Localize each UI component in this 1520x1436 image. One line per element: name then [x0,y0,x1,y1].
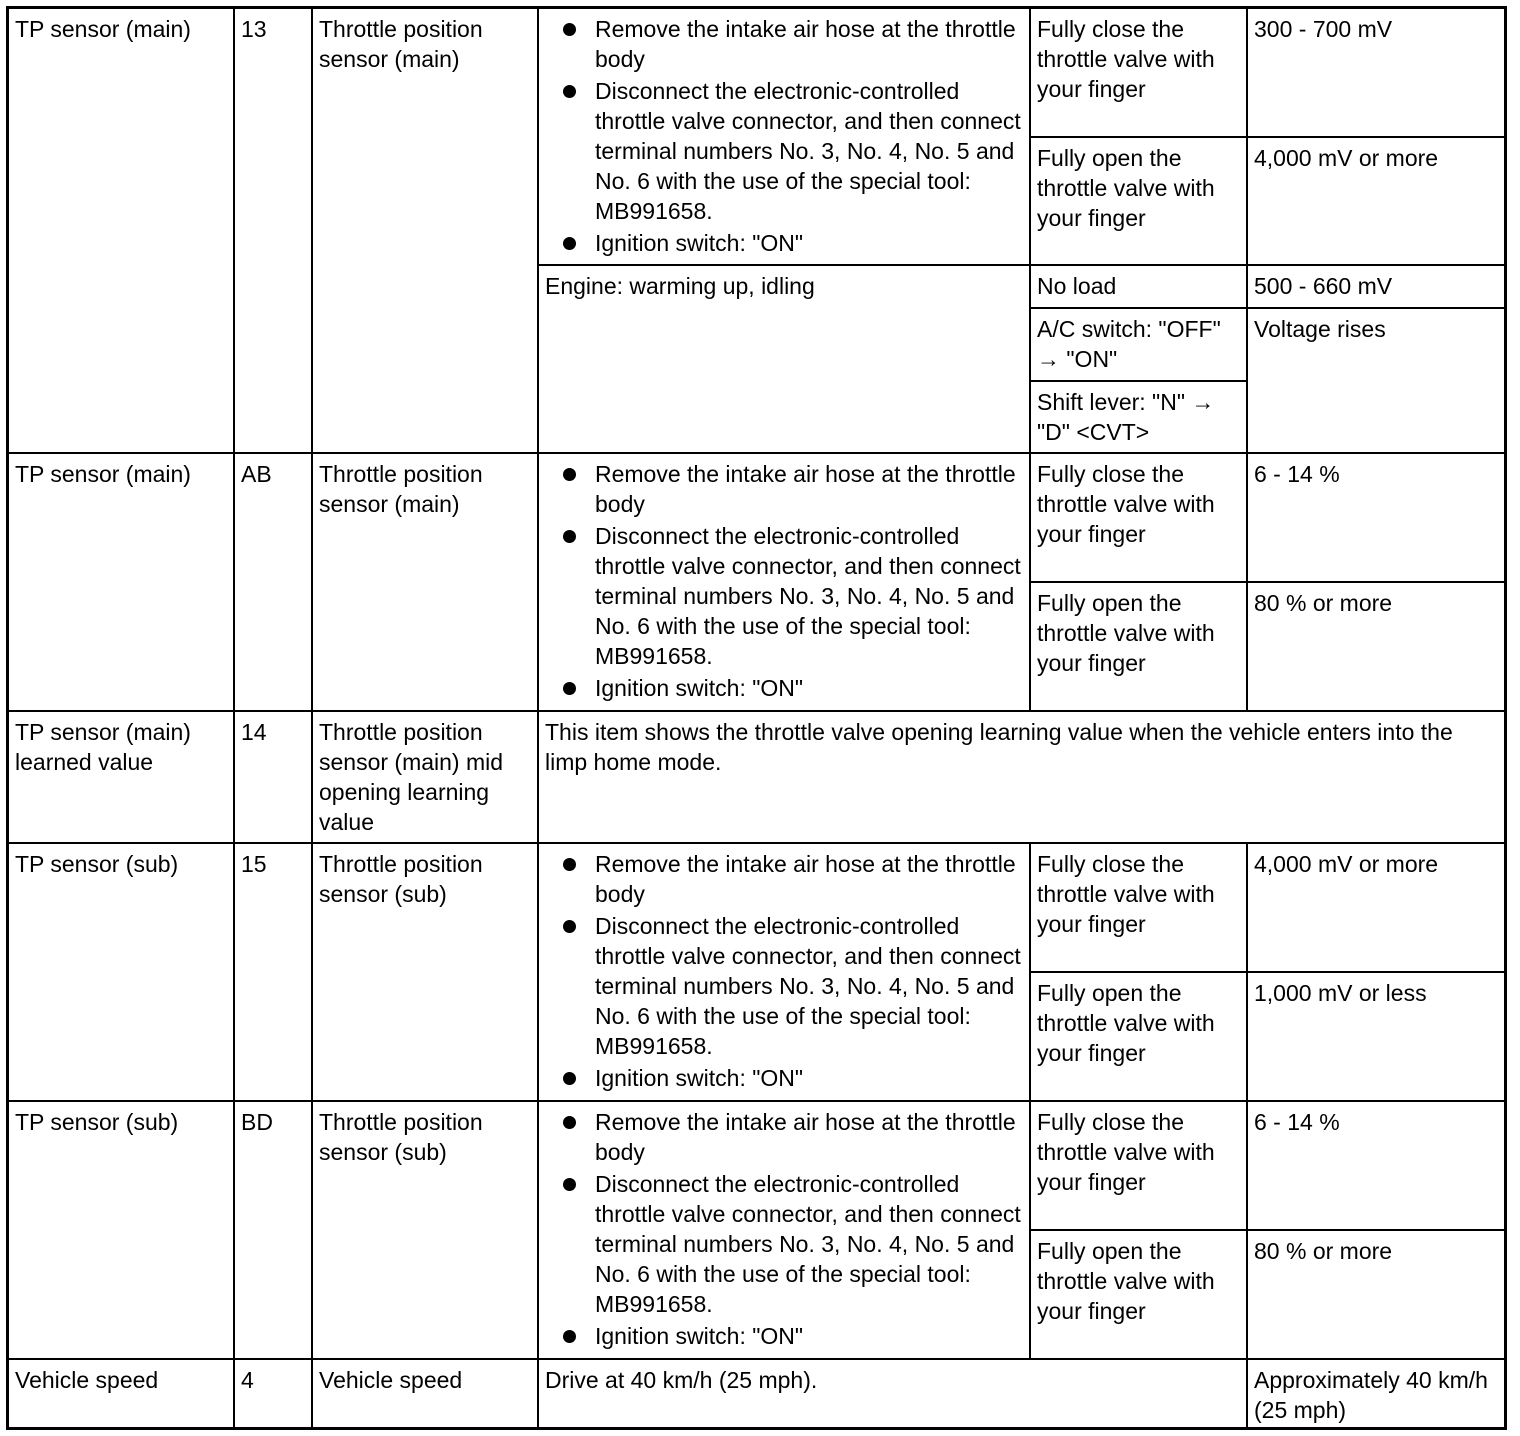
standard-value-cell: 80 % or more [1254,590,1393,616]
cell-divider [1031,1229,1504,1231]
item-name-cell: Throttle position sensor (sub) [319,1109,483,1165]
condition-cell: Fully open the throttle valve with your finger [1037,590,1215,676]
list-item: Remove the intake air hose at the throttle body [545,1107,1023,1167]
check-condition-cell [539,844,1029,1100]
item-name-cell: Throttle position sensor (sub) [319,851,483,907]
check-condition-cell [539,454,1029,710]
cell-divider [539,264,1504,266]
check-condition-cell: Engine: warming up, idling [545,273,815,299]
standard-value-cell: 6 - 14 % [1254,1109,1340,1135]
column-divider [1029,842,1031,1358]
check-condition-list [545,459,1023,703]
list-item: Remove the intake air hose at the throttle body [545,849,1023,909]
standard-value-cell: 300 - 700 mV [1254,16,1393,42]
condition-cell: Fully open the throttle valve with your finger [1037,145,1215,231]
item-cell: TP sensor (sub) [15,1109,179,1135]
item-no-cell: 15 [241,851,267,877]
standard-value-cell: 500 - 660 mV [1254,273,1393,299]
standard-value-cell: 1,000 mV or less [1254,980,1427,1006]
condition-cell: Fully close the throttle valve with your finger [1037,16,1215,102]
item-no-cell: 4 [241,1367,254,1393]
column-divider [233,9,235,1427]
condition-cell: Fully close the throttle valve with your finger [1037,461,1215,547]
column-divider [1246,9,1248,710]
condition-cell: Fully open the throttle valve with your finger [1037,980,1215,1066]
list-item: Remove the intake air hose at the throttle body [545,459,1023,519]
item-no-cell: BD [241,1109,273,1135]
standard-value-cell: Approximately 40 km/h (25 mph) [1254,1367,1488,1423]
cell-divider [1031,581,1504,583]
condition-cell: No load [1037,273,1117,299]
list-item: Ignition switch: "ON" [545,228,1023,258]
standard-value-cell: 6 - 14 % [1254,461,1340,487]
check-condition-list [545,1107,1023,1351]
list-item: Remove the intake air hose at the throttle body [545,14,1023,74]
condition-cell: Fully open the throttle valve with your finger [1037,1238,1215,1324]
column-divider [537,9,539,1427]
item-name-cell: Throttle position sensor (main) [319,461,483,517]
cell-divider [1031,971,1504,973]
item-cell: TP sensor (main) [15,461,191,487]
item-name-cell: Vehicle speed [319,1367,463,1393]
cell-divider [1031,136,1504,138]
note-cell: This item shows the throttle valve opening learning value when the vehicle enters into the limp home mode. [545,719,1453,775]
condition-cell: Fully close the throttle valve with your finger [1037,1109,1215,1195]
standard-value-cell: 80 % or more [1254,1238,1393,1264]
list-item: Disconnect the electronic-controlled throttle valve connector, and then connect terminal numbers No. 3, No. 4, No. 5 and No. 6 with the use of the special tool: MB991658. [545,521,1023,671]
check-condition-cell: Drive at 40 km/h (25 mph). [545,1367,818,1393]
check-condition-cell [539,1102,1029,1358]
cell-divider [1031,307,1504,309]
item-cell: TP sensor (sub) [15,851,179,877]
standard-value-cell: 4,000 mV or more [1254,145,1439,171]
item-cell: Vehicle speed [15,1367,159,1393]
item-cell: TP sensor (main) [15,16,191,42]
condition-cell: Fully close the throttle valve with your finger [1037,851,1215,937]
column-divider [1029,9,1031,710]
item-name-cell: Throttle position sensor (main) [319,16,483,72]
check-condition-list [545,849,1023,1093]
condition-cell: A/C switch: "OFF" → "ON" [1037,316,1221,372]
list-item: Disconnect the electronic-controlled throttle valve connector, and then connect terminal numbers No. 3, No. 4, No. 5 and No. 6 with the use of the special tool: MB991658. [545,76,1023,226]
item-name-cell: Throttle position sensor (main) mid opening learning value [319,719,504,835]
check-condition-list [545,14,1023,258]
check-condition-cell [539,9,1029,264]
list-item: Ignition switch: "ON" [545,1063,1023,1093]
list-item: Disconnect the electronic-controlled throttle valve connector, and then connect terminal numbers No. 3, No. 4, No. 5 and No. 6 with the use of the special tool: MB991658. [545,1169,1023,1319]
list-item: Ignition switch: "ON" [545,1321,1023,1351]
item-no-cell: 13 [241,16,267,42]
condition-cell: Shift lever: "N" → "D" <CVT> [1037,389,1215,445]
cell-divider [1031,380,1246,382]
item-no-cell: 14 [241,719,267,745]
standard-value-cell: Voltage rises [1254,316,1386,342]
item-cell: TP sensor (main) learned value [15,719,191,775]
list-item: Ignition switch: "ON" [545,673,1023,703]
list-item: Disconnect the electronic-controlled throttle valve connector, and then connect terminal numbers No. 3, No. 4, No. 5 and No. 6 with the use of the special tool: MB991658. [545,911,1023,1061]
standard-value-cell: 4,000 mV or more [1254,851,1439,877]
item-no-cell: AB [241,461,272,487]
inspection-table [6,6,1507,1430]
column-divider [1246,842,1248,1427]
column-divider [311,9,313,1427]
